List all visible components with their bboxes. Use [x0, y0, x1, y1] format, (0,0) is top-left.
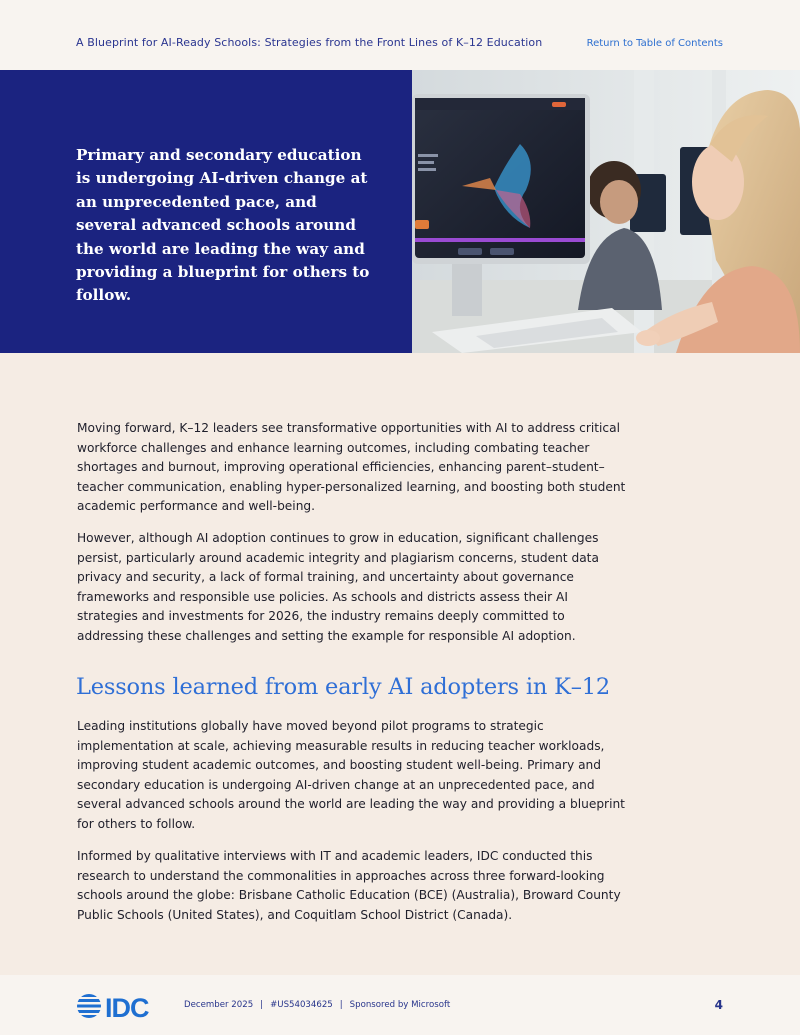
footer-doc-id: #US54034625	[270, 1000, 333, 1010]
footer-meta	[184, 1000, 450, 1010]
header-bar	[0, 0, 800, 70]
students-at-computers-photo	[412, 70, 800, 353]
footer-sponsor: Sponsored by Microsoft	[349, 1000, 451, 1010]
idc-logo-text: IDC	[105, 993, 149, 1021]
hero-quote-panel	[0, 70, 412, 353]
idc-logo	[76, 993, 160, 1025]
lessons-paragraph: Leading institutions globally have moved beyond pilot programs to strategic implementation at scale, achieving measurable results in reducing teacher workloads, improving student academic outcomes, and boosting student well-being. Primary and secondary education is undergoing AI-driven change at an unprecedented pace, and several advanced schools around the world are leading the way and providing a blueprint for others to follow.	[77, 719, 625, 831]
page-number: 4	[714, 998, 723, 1012]
intro-paragraph: Moving forward, K–12 leaders see transformative opportunities with AI to address critical workforce challenges and enhance learning outcomes, including combating teacher shortages and burnout, improving operational efficiencies, enhancing parent–student–teacher communication, enabling hyper-personalized learning, and boosting both student academic performance and well-being.	[77, 421, 626, 514]
footer-separator: |	[260, 1000, 264, 1010]
return-to-toc-link[interactable]: Return to Table of Contents	[586, 38, 723, 49]
hero-photo-illustration	[412, 70, 800, 353]
challenges-paragraph: However, although AI adoption continues to grow in education, significant challenges persist, particularly around academic integrity and plagiarism concerns, student data privacy and security, a lack of formal training, and uncertainty about governance frameworks and responsible use policies. As schools and districts assess their AI strategies and investments for 2026, the industry remains deeply committed to addressing these challenges and setting the example for responsible AI adoption.	[77, 531, 599, 643]
hero-quote: Primary and secondary education is undergoing AI-driven change at an unprecedented pace, and several advanced schools around the world are leading the way and providing a blueprint for others to follow.	[76, 146, 370, 305]
footer-separator: |	[339, 1000, 343, 1010]
section-heading: Lessons learned from early AI adopters in K–12	[76, 674, 610, 700]
idc-logo-mark	[76, 993, 160, 1021]
document-title: A Blueprint for AI-Ready Schools: Strategies from the Front Lines of K–12 Education	[76, 36, 543, 49]
research-paragraph: Informed by qualitative interviews with IT and academic leaders, IDC conducted this research to understand the commonalities in approaches across three forward-looking schools around the globe: Brisbane Catholic Education (BCE) (Australia), Broward County Public Schools (United States), and Coquitlam School District (Canada).	[77, 849, 621, 922]
footer-date: December 2025	[184, 1000, 254, 1010]
